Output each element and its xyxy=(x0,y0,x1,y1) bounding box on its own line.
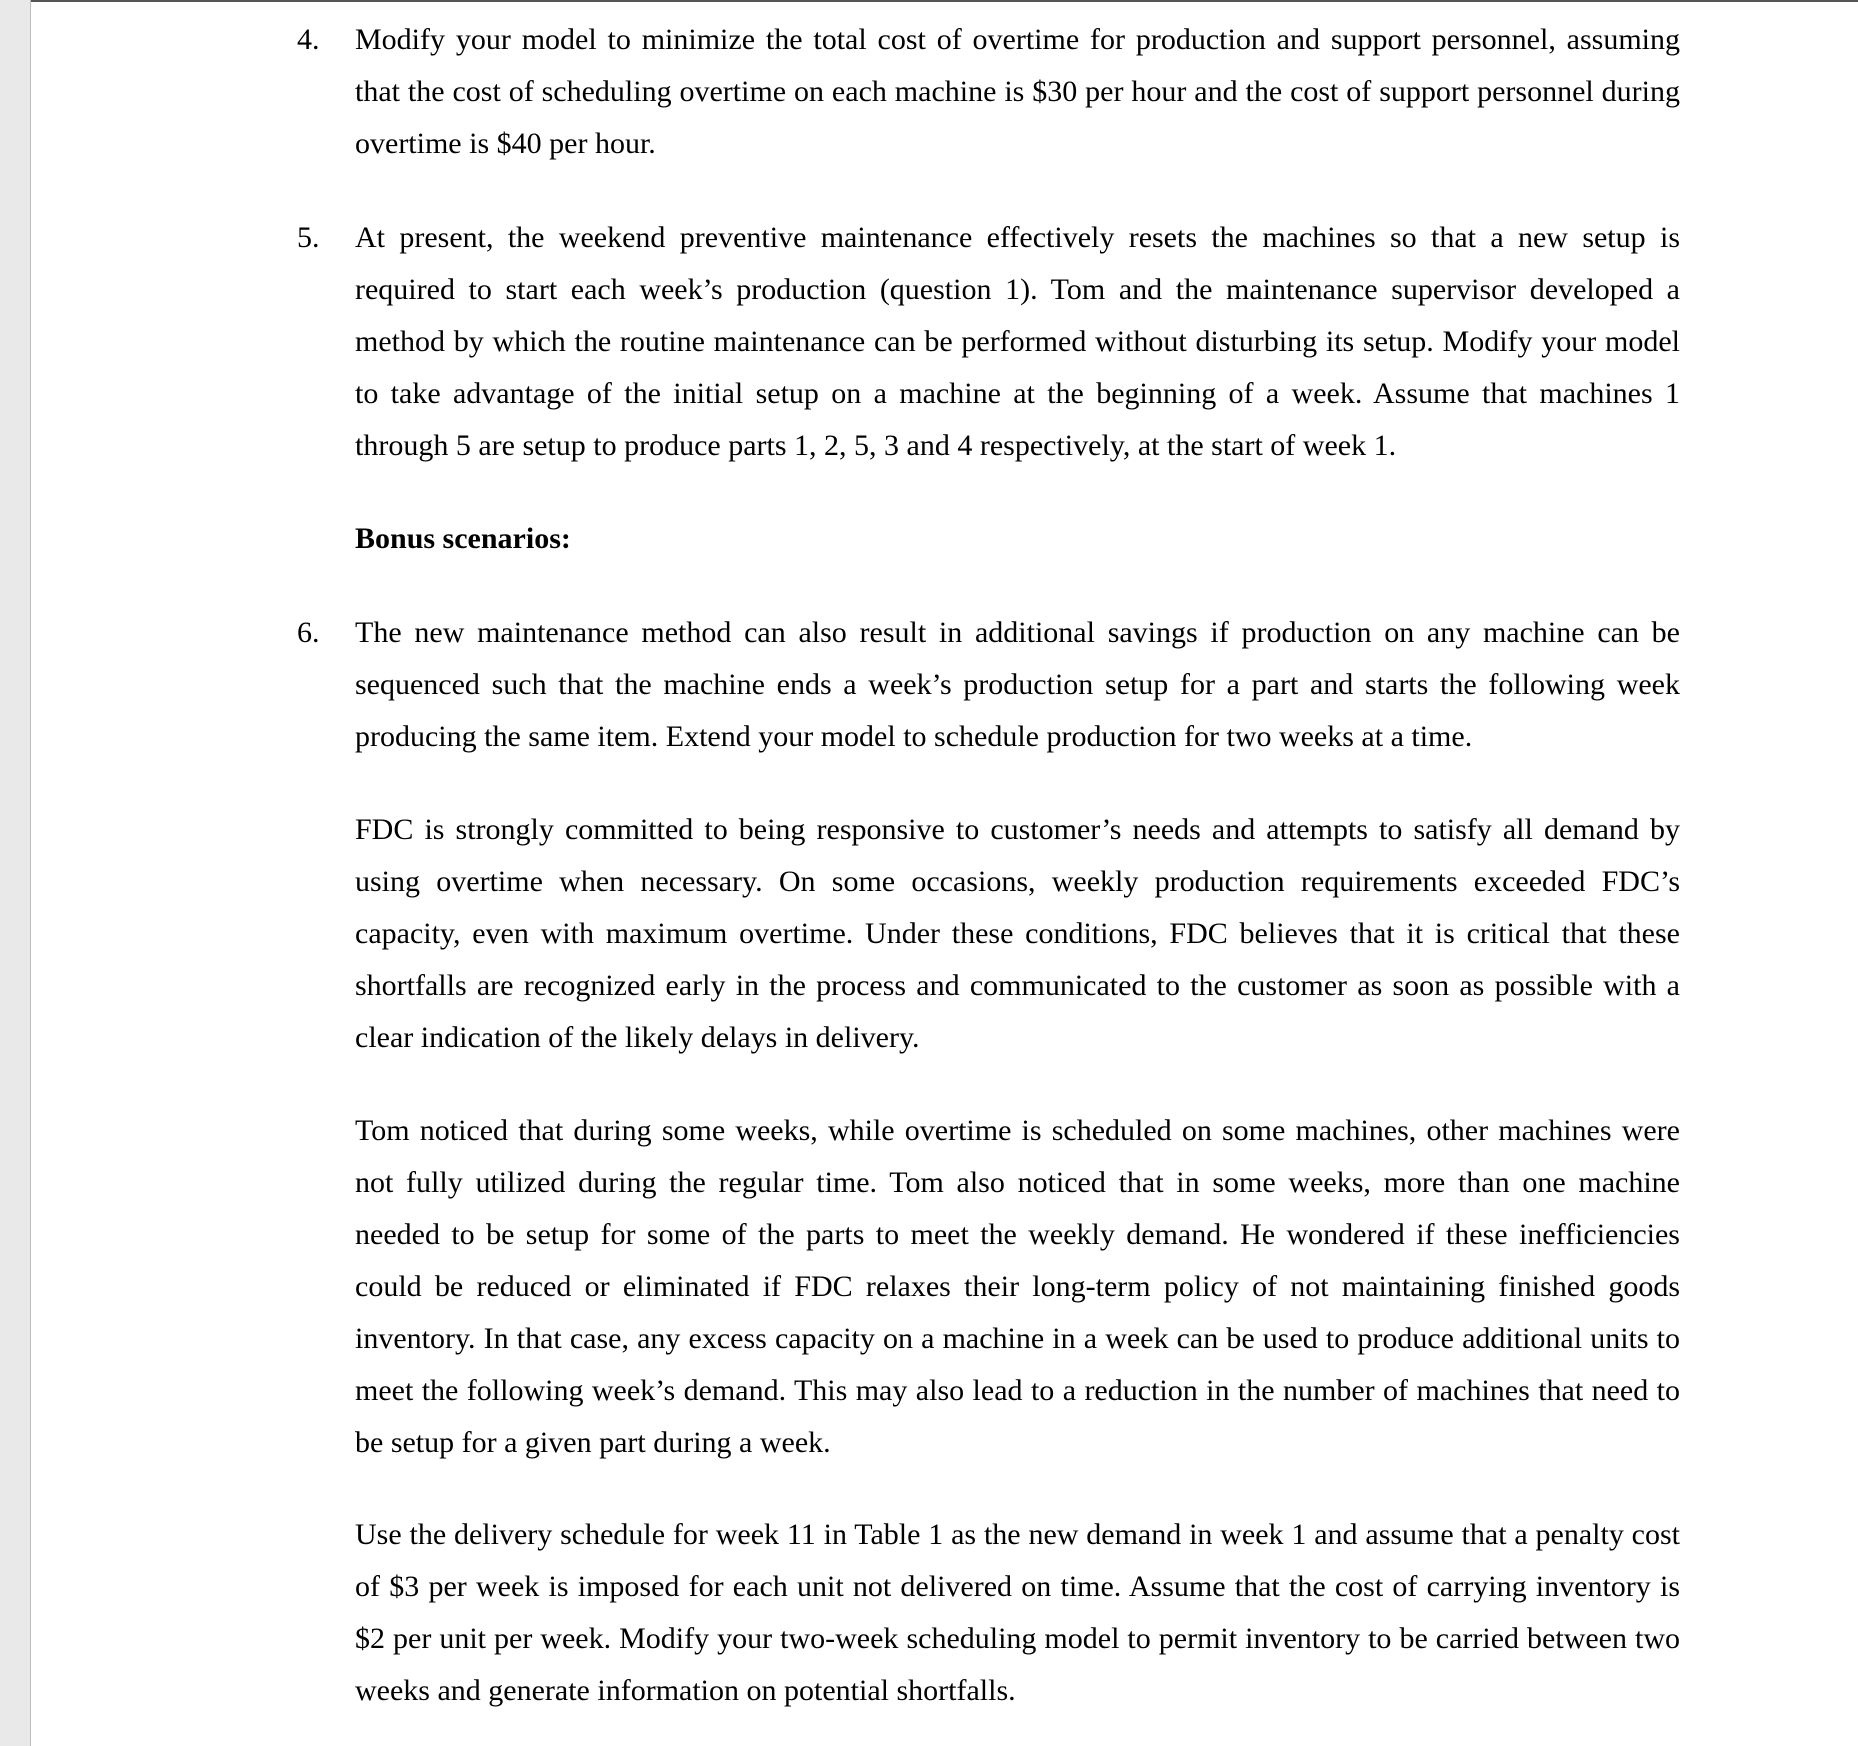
item-5-number: 5. xyxy=(297,221,320,254)
paragraph-fdc-commitment: FDC is strongly committed to being responsive to customer’s needs and attempts to satisfy all demand by using overtime when necessary. On some occasions, weekly production requirements exceeded FDC’s capacity, even with maximum overtime. Under these conditions, FDC believes that it is critical that these shortfalls are recognized early in the process and communicated to the customer as soon as possible with a clear indication of the likely delays in delivery. xyxy=(355,813,1680,1054)
paragraph-week-11-demand: Use the delivery schedule for week 11 in Table 1 as the new demand in week 1 and assume that a penalty cost of $3 per week is imposed for each unit not delivered on time. Assume that the cost of carrying inventory is $2 per unit per week. Modify your two-week scheduling model to permit inventory to be carried between two weeks and generate information on potential shortfalls. xyxy=(355,1518,1680,1707)
item-6-text: The new maintenance method can also result in additional savings if production on any machine can be sequenced such that the machine ends a week’s production setup for a part and starts the following week producing the same item. Extend your model to schedule production for two weeks at a time. xyxy=(355,616,1680,753)
paragraph-tom-inefficiencies: Tom noticed that during some weeks, while overtime is scheduled on some machines, other machines were not fully utilized during the regular time. Tom also noticed that in some weeks, more than one machine needed to be setup for some of the parts to meet the weekly demand. He wondered if these inefficiencies could be reduced or eliminated if FDC relaxes their long-term policy of not maintaining finished goods inventory. In that case, any excess capacity on a machine in a week can be used to produce additional units to meet the following week’s demand. This may also lead to a reduction in the number of machines that need to be setup for a given part during a week. xyxy=(355,1114,1680,1459)
bonus-heading: Bonus scenarios: xyxy=(355,522,571,555)
item-4-number: 4. xyxy=(297,23,320,56)
item-5-text: At present, the weekend preventive maintenance effectively resets the machines so that a new setup is required to start each week’s production (question 1). Tom and the maintenance supervisor developed a method by which the routine maintenance can be performed without disturbing its setup. Modify your model to take advantage of the initial setup on a machine at the beginning of a week. Assume that machines 1 through 5 are setup to produce parts 1, 2, 5, 3 and 4 respectively, at the start of week 1. xyxy=(355,221,1680,462)
item-6-number: 6. xyxy=(297,616,320,649)
item-4-text: Modify your model to minimize the total cost of overtime for production and support personnel, assuming that the cost of scheduling overtime on each machine is $30 per hour and the cost of support personnel during overtime is $40 per hour. xyxy=(355,23,1680,160)
document-page xyxy=(30,0,1858,1746)
page-left-border xyxy=(30,0,31,1746)
page-top-border xyxy=(30,0,1858,2)
